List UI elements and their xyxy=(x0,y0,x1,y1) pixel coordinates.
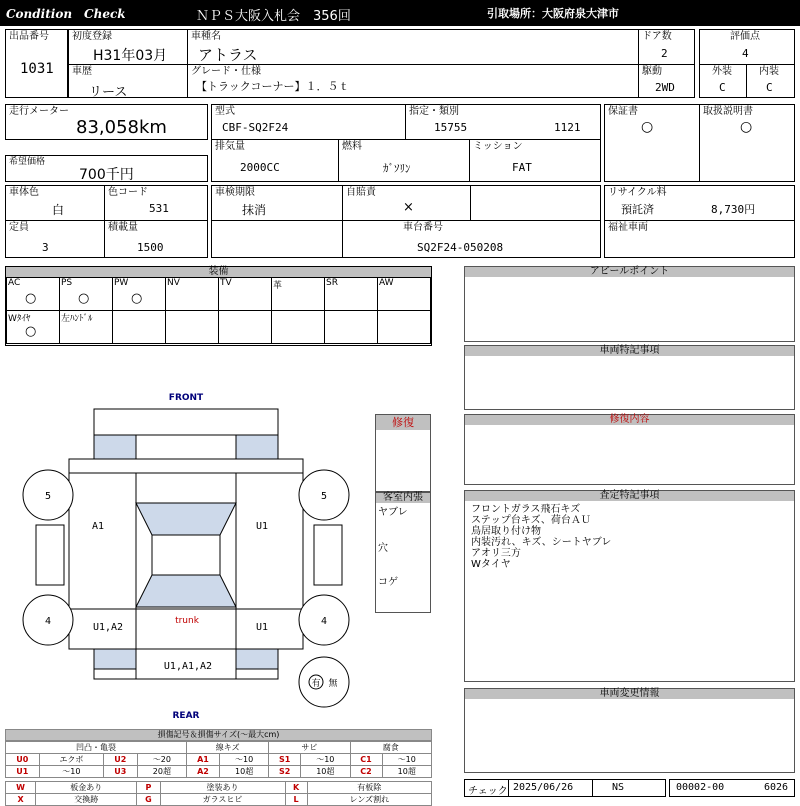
legend-desc: 10超 xyxy=(382,766,431,778)
legend-desc: レンズ割れ xyxy=(307,794,431,806)
front-label: FRONT xyxy=(168,393,204,403)
check-date: 2025/06/26 xyxy=(513,782,574,793)
appeal-panel xyxy=(464,266,795,342)
damage-mark-u1-a2: U1,A2 xyxy=(92,622,124,633)
designation-value-1: 15755 xyxy=(434,121,468,134)
legend-desc: 交換跡 xyxy=(36,794,137,806)
legend-desc: ガラスヒビ xyxy=(160,794,285,806)
repair-detail-title: 修復内容 xyxy=(465,415,794,425)
footer-code: 00002-00 xyxy=(676,782,725,793)
insurance-value: × xyxy=(403,200,414,215)
equipment-cell xyxy=(7,278,60,311)
equipment-name: NV xyxy=(167,278,180,288)
cabin-item-hole: 穴 xyxy=(378,543,388,554)
legend-code: C2 xyxy=(350,766,382,778)
recycle-box xyxy=(604,185,795,221)
load-capacity-box xyxy=(104,220,208,258)
inspection-line: フロントガラス飛石キズ xyxy=(471,504,581,515)
grade-value: 【トラックコーナー】１．５ｔ xyxy=(196,80,350,93)
legend-desc: 板金あり xyxy=(36,782,137,794)
mission-label: ミッション xyxy=(473,141,523,152)
damage-mark-u1-right: U1 xyxy=(255,521,269,532)
model-label: 型式 xyxy=(215,106,235,117)
damage-mark-rear: U1,A1,A2 xyxy=(163,661,213,672)
price-box xyxy=(5,155,208,182)
exterior-label: 外装 xyxy=(712,66,732,77)
doors-label: ドア数 xyxy=(642,31,672,42)
vehicle-change-title: 車両変更情報 xyxy=(465,689,794,699)
legend-desc: 塗装あり xyxy=(160,782,285,794)
car-name-box xyxy=(187,29,639,65)
inspection-expiry-box xyxy=(211,185,343,221)
inspection-notes-title: 査定特記事項 xyxy=(465,491,794,501)
equipment-cell xyxy=(60,311,113,344)
warranty-value: ○ xyxy=(641,119,654,135)
cabin-title: 客室内張 xyxy=(376,493,430,503)
legend-code: K xyxy=(285,782,307,794)
cabin-panel xyxy=(375,492,431,613)
repair-panel xyxy=(375,414,431,492)
designation-value-2: 1121 xyxy=(554,121,581,134)
inspection-expiry-label: 車検期限 xyxy=(215,187,255,198)
inspection-expiry-value: 抹消 xyxy=(242,203,267,217)
special-notes-panel xyxy=(464,345,795,410)
recycle-amount: 8,730円 xyxy=(711,203,756,216)
equipment-cell xyxy=(378,311,431,344)
color-code-label: 色コード xyxy=(108,187,148,198)
fuel-value: ｶﾞｿﾘﾝ xyxy=(383,162,411,175)
designation-label: 指定・類別 xyxy=(409,106,459,117)
interior-value: C xyxy=(766,81,773,94)
inspection-line: アオリ三方 xyxy=(471,548,521,559)
equipment-cell xyxy=(166,311,219,344)
repair-title: 修復 xyxy=(376,415,430,430)
damage-mark-u1-right-rear: U1 xyxy=(255,622,269,633)
legend-header-dent: 凹凸・亀裂 xyxy=(6,742,187,754)
spare-yes: 有 xyxy=(311,679,321,689)
drive-label: 駆動 xyxy=(642,66,662,77)
manual-label: 取扱説明書 xyxy=(703,106,753,117)
legend-code: C1 xyxy=(350,754,382,766)
body-color-label: 車体色 xyxy=(9,187,39,198)
legend-desc: ～10 xyxy=(301,754,350,766)
equipment-cell xyxy=(378,278,431,311)
fuel-label: 燃料 xyxy=(342,141,362,152)
meter-label: 走行メーター xyxy=(9,106,69,117)
auction-name: ＮＰＳ大阪入札会 356回 xyxy=(196,9,351,24)
manual-box xyxy=(699,104,795,182)
lot-number-box xyxy=(5,29,68,98)
capacity-box xyxy=(5,220,105,258)
interior-box xyxy=(746,64,795,98)
designation-box xyxy=(405,104,601,140)
tire-rr-value: 4 xyxy=(320,616,328,627)
grade-box xyxy=(187,64,639,98)
checker-initials: NS xyxy=(612,782,625,793)
special-notes-title: 車両特記事項 xyxy=(465,346,794,356)
equipment-mark: ○ xyxy=(78,291,90,306)
warranty-label: 保証書 xyxy=(608,106,638,117)
legend-title: 損傷記号＆損傷サイズ(～最大cm) xyxy=(5,729,432,741)
color-code-value: 531 xyxy=(149,202,169,215)
legend-code: A1 xyxy=(187,754,220,766)
legend-code: P xyxy=(137,782,160,794)
price-value: 700千円 xyxy=(79,167,134,183)
equipment-cell xyxy=(166,278,219,311)
spare-tire xyxy=(299,657,349,707)
equipment-title: 装備 xyxy=(6,267,431,277)
car-diagram xyxy=(0,385,440,725)
doors-value: 2 xyxy=(661,47,668,60)
capacity-label: 定員 xyxy=(9,222,29,233)
insurance-box xyxy=(342,185,471,221)
legend-desc: 10超 xyxy=(219,766,268,778)
tire-lf-value: 5 xyxy=(44,491,52,502)
history-label: 車歴 xyxy=(72,66,92,77)
body-color-box xyxy=(5,185,105,221)
exterior-box xyxy=(699,64,747,98)
legend-desc: エクボ xyxy=(39,754,103,766)
recycle-status: 預託済 xyxy=(621,203,654,216)
recycle-label: リサイクル料 xyxy=(608,187,667,198)
chassis-spacer-box xyxy=(211,220,343,258)
car-name-label: 車種名 xyxy=(191,31,221,42)
tire-lr-value: 4 xyxy=(44,616,52,627)
insurance-label: 自賠責 xyxy=(346,187,376,198)
equipment-name: 革 xyxy=(273,281,283,291)
legend-desc: ～10 xyxy=(39,766,103,778)
legend-desc: 10超 xyxy=(301,766,350,778)
displacement-box xyxy=(211,139,339,182)
equipment-name: PW xyxy=(114,278,129,288)
mission-box xyxy=(469,139,601,182)
vehicle-change-panel xyxy=(464,688,795,773)
tire-rf-value: 5 xyxy=(320,491,328,502)
cabin-item-burn: コゲ xyxy=(378,577,398,588)
legend-code: S1 xyxy=(269,754,301,766)
legend-code: S2 xyxy=(269,766,301,778)
interior-label: 内装 xyxy=(759,66,779,77)
pickup-location: 引取場所：大阪府泉大津市 xyxy=(487,7,619,20)
drive-value: 2WD xyxy=(655,81,675,94)
header-bar xyxy=(0,0,800,26)
legend-header-scratch: 線キズ xyxy=(187,742,269,754)
model-value: CBF-SQ2F24 xyxy=(222,121,289,134)
equipment-mark: ○ xyxy=(131,291,143,306)
legend-header-corrosion: 腐食 xyxy=(350,742,432,754)
doors-box xyxy=(638,29,695,65)
equipment-cell xyxy=(272,311,325,344)
trunk-label: trunk xyxy=(175,616,199,626)
car-name-value: アトラス xyxy=(198,46,258,64)
legend-code: U0 xyxy=(6,754,40,766)
warranty-box xyxy=(604,104,700,182)
equipment-cell xyxy=(325,311,378,344)
price-label: 希望価格 xyxy=(9,157,46,167)
equipment-panel xyxy=(5,266,432,346)
mission-value: FAT xyxy=(512,161,532,174)
inspection-line: 鳥居取り付け物 xyxy=(471,526,541,537)
drive-box xyxy=(638,64,695,98)
legend-code: U1 xyxy=(6,766,40,778)
equipment-cell xyxy=(7,311,60,344)
lot-number-value: 1031 xyxy=(20,61,54,77)
model-box xyxy=(211,104,406,140)
legend-desc: 20超 xyxy=(137,766,186,778)
load-capacity-label: 積載量 xyxy=(108,222,138,233)
displacement-value: 2000CC xyxy=(240,161,280,174)
welfare-box xyxy=(604,220,795,258)
equipment-cell xyxy=(113,311,166,344)
inspection-line: Wタイヤ xyxy=(471,559,511,570)
capacity-value: 3 xyxy=(42,241,49,254)
legend-code: U2 xyxy=(104,754,138,766)
repair-detail-panel xyxy=(464,414,795,485)
equipment-cell xyxy=(113,278,166,311)
equipment-cell xyxy=(272,278,325,311)
equipment-mark: ○ xyxy=(25,291,37,306)
body-color-value: 白 xyxy=(52,203,65,217)
score-label: 評価点 xyxy=(730,31,760,42)
equipment-cell xyxy=(325,278,378,311)
footer-number: 6026 xyxy=(764,782,789,793)
chassis-number-value: SQ2F24-050208 xyxy=(417,241,504,254)
equipment-name: Wﾀｲﾔ xyxy=(8,314,31,324)
check-label: チェック xyxy=(468,786,508,797)
inspection-line: 内装汚れ、キズ、シートヤブレ xyxy=(471,537,612,548)
legend-code: L xyxy=(285,794,307,806)
welfare-label: 福祉車両 xyxy=(608,222,648,233)
insurance-extra-box xyxy=(470,185,601,221)
equipment-mark: ○ xyxy=(25,324,37,339)
chassis-number-box xyxy=(342,220,601,258)
lot-number-label: 出品番号 xyxy=(9,31,49,42)
legend-desc: ～10 xyxy=(382,754,431,766)
meter-box xyxy=(5,104,208,140)
appeal-title: アピールポイント xyxy=(465,267,794,277)
inspection-notes-panel xyxy=(464,490,795,682)
displacement-label: 排気量 xyxy=(215,141,245,152)
history-box xyxy=(68,64,188,98)
legend-desc: ～10 xyxy=(219,754,268,766)
history-value: リース xyxy=(89,85,128,100)
legend-code: A2 xyxy=(187,766,220,778)
damage-mark-a1: A1 xyxy=(91,521,105,532)
check-footer xyxy=(464,779,666,797)
equipment-cell xyxy=(60,278,113,311)
grade-label: グレード・仕様 xyxy=(191,66,261,77)
equipment-name: SR xyxy=(326,278,338,288)
legend-code: G xyxy=(137,794,160,806)
score-value: 4 xyxy=(742,47,749,60)
legend-header-rust: サビ xyxy=(269,742,350,754)
equipment-cell xyxy=(219,278,272,311)
equipment-name: PS xyxy=(61,278,73,288)
rear-label: REAR xyxy=(172,711,200,721)
load-capacity-value: 1500 xyxy=(137,241,164,254)
legend-desc: 有板除 xyxy=(307,782,431,794)
first-registration-value: H31年03月 xyxy=(93,48,168,64)
legend-code: W xyxy=(6,782,36,794)
first-registration-box xyxy=(68,29,188,65)
exterior-value: C xyxy=(719,81,726,94)
code-footer xyxy=(669,779,795,797)
chassis-number-label: 車台番号 xyxy=(403,222,443,233)
damage-legend xyxy=(5,729,432,806)
equipment-name: 左ﾊﾝﾄﾞﾙ xyxy=(61,314,93,324)
manual-value: ○ xyxy=(740,119,753,135)
equipment-name: TV xyxy=(220,278,232,288)
legend-code: U3 xyxy=(104,766,138,778)
equipment-name: AW xyxy=(379,278,394,288)
legend-desc: ～20 xyxy=(137,754,186,766)
header-title: Condition Check xyxy=(6,7,126,21)
meter-value: 83,058km xyxy=(76,117,167,138)
equipment-name: AC xyxy=(8,278,21,288)
inspection-line: ステップ台キズ、荷台ＡＵ xyxy=(471,515,591,526)
equipment-cell xyxy=(219,311,272,344)
score-box xyxy=(699,29,795,65)
color-code-box xyxy=(104,185,208,221)
car-outline xyxy=(36,409,342,679)
spare-no: 無 xyxy=(328,679,338,689)
cabin-item-tear: ヤブレ xyxy=(378,507,408,518)
first-registration-label: 初度登録 xyxy=(72,31,112,42)
legend-code: X xyxy=(6,794,36,806)
fuel-box xyxy=(338,139,470,182)
